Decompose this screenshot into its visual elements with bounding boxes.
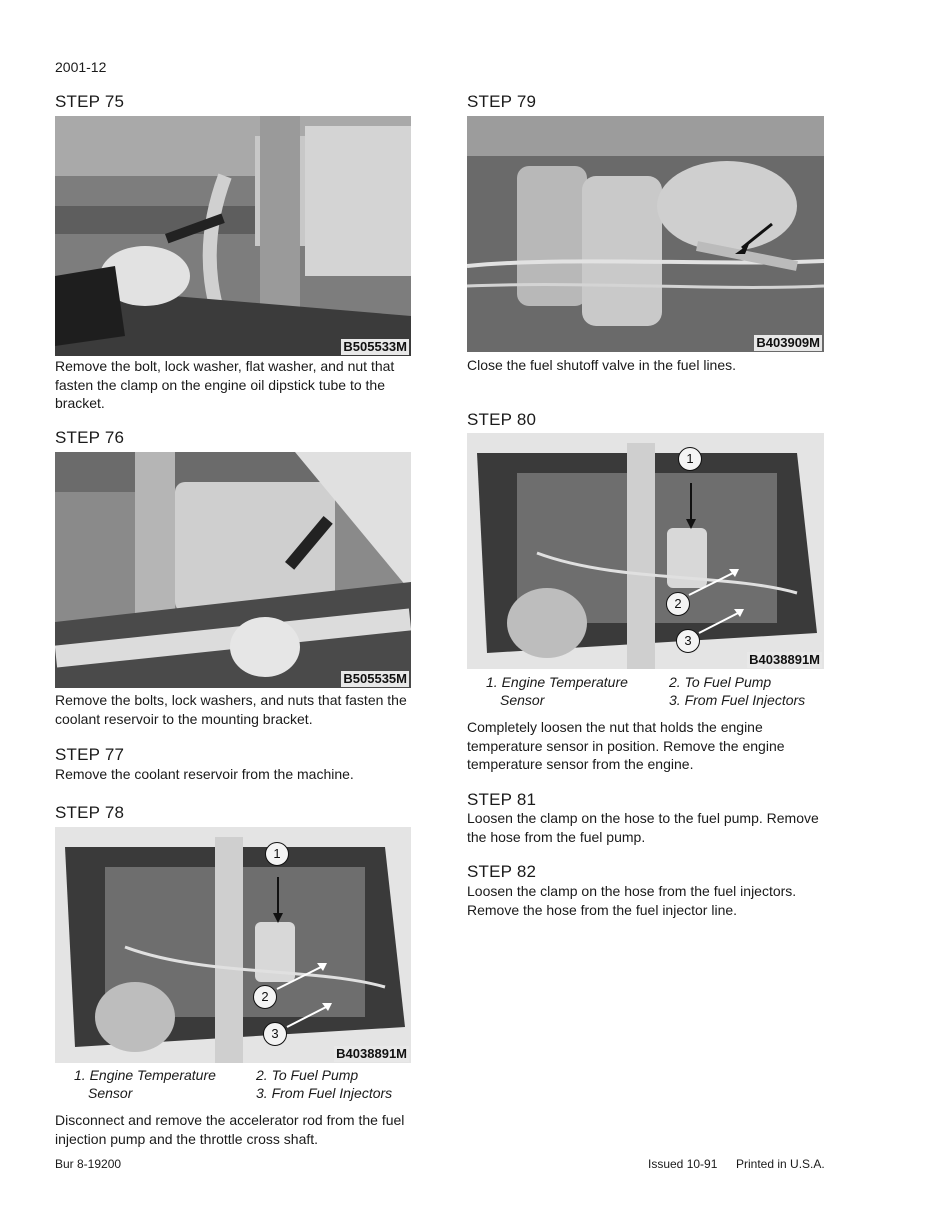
step-77-title: STEP 77	[55, 745, 125, 764]
step-81-text: Loosen the clamp on the hose to the fuel pump. Remove the hose from the fuel pump.	[467, 810, 819, 845]
footer-doc-number: Bur 8-19200	[55, 1157, 122, 1171]
step-78-photo	[55, 827, 411, 1063]
step-76-text: Remove the bolts, lock washers, and nuts that fasten the coolant reservoir to the mounting bracket.	[55, 692, 407, 727]
footer-printed: Printed in U.S.A.	[736, 1157, 825, 1171]
step-78-title: STEP 78	[55, 803, 125, 822]
step-76-photo	[55, 452, 411, 688]
step-80-legend-item-3: 3. From Fuel Injectors	[669, 692, 806, 708]
page-number: 2001-12	[55, 59, 107, 75]
step-82-text: Loosen the clamp on the hose from the fuel injectors. Remove the hose from the fuel injector line.	[467, 883, 797, 918]
step-77-text: Remove the coolant reservoir from the machine.	[55, 766, 354, 782]
step-81-title: STEP 81	[467, 790, 537, 809]
step-75-text: Remove the bolt, lock washer, flat washer, and nut that fasten the clamp on the engine oil dipstick tube to the bracket.	[55, 358, 395, 411]
step-80-photo	[467, 433, 824, 669]
step-80-callout-1: 1	[678, 447, 702, 471]
step-75-photo	[55, 116, 411, 356]
step-76-title: STEP 76	[55, 428, 125, 447]
step-80-callout-2: 2	[666, 592, 690, 616]
step-82-title: STEP 82	[467, 862, 537, 881]
step-79-photo	[467, 116, 824, 352]
step-78-legend-item-3: 3. From Fuel Injectors	[256, 1085, 393, 1101]
step-80-photo-code: B4038891M	[749, 652, 820, 667]
step-80-title: STEP 80	[467, 410, 537, 429]
footer-issued: Issued 10-91	[648, 1157, 718, 1171]
step-79-title: STEP 79	[467, 92, 537, 111]
step-78-text: Disconnect and remove the accelerator rod from the fuel injection pump and the throttle cross shaft.	[55, 1112, 405, 1147]
step-78-photo-code: B4038891M	[336, 1046, 407, 1061]
step-79-text: Close the fuel shutoff valve in the fuel lines.	[467, 357, 737, 373]
step-80-legend-item-1: 1. Engine Temperature	[486, 674, 628, 690]
step-80-legend-item-2: 2. To Fuel Pump	[669, 674, 772, 690]
step-80-text: Completely loosen the nut that holds the engine temperature sensor in position. Remove the engine temperature sensor from the engine.	[467, 719, 785, 772]
step-78-legend-item-1-cont: Sensor	[88, 1085, 133, 1101]
step-75-title: STEP 75	[55, 92, 125, 111]
step-76-photo-code: B505535M	[343, 671, 407, 686]
step-78-legend-item-1: 1. Engine Temperature	[74, 1067, 216, 1083]
step-78-callout-1: 1	[265, 842, 289, 866]
step-78-callout-3: 3	[263, 1022, 287, 1046]
step-78-legend-item-2: 2. To Fuel Pump	[256, 1067, 359, 1083]
step-80-callout-3: 3	[676, 629, 700, 653]
step-75-photo-code: B505533M	[343, 339, 407, 354]
step-78-callout-2: 2	[253, 985, 277, 1009]
step-79-photo-code: B403909M	[756, 335, 820, 350]
step-80-legend-item-1-cont: Sensor	[500, 692, 545, 708]
